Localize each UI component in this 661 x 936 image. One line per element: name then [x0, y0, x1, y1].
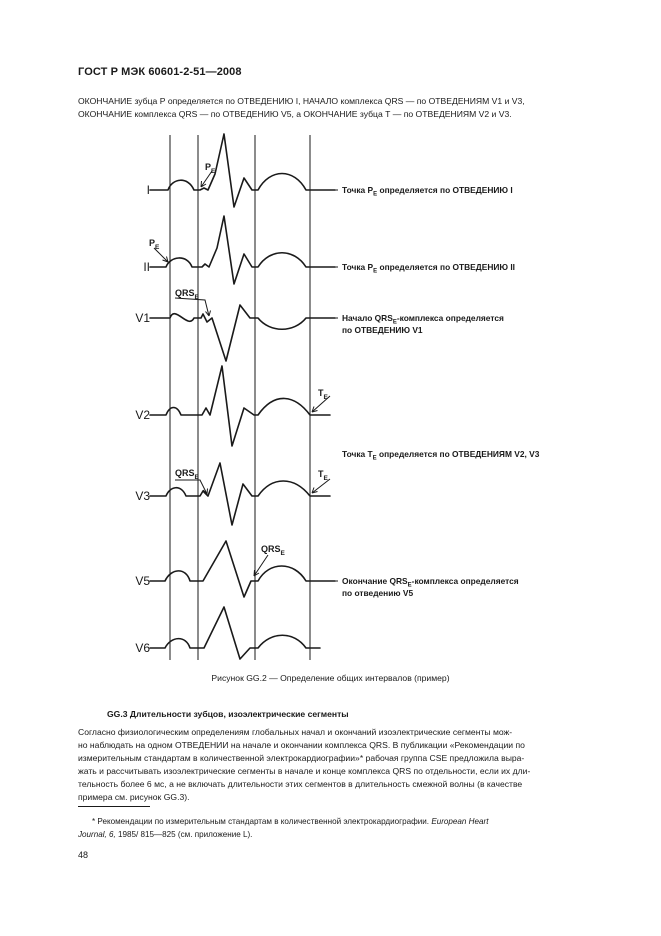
marker-label-te-lead-v3: $T_E$ [318, 469, 328, 482]
lead-label: V3 [135, 489, 150, 503]
body-line: измерительным стандартам в количественной электрокардиографии»* рабочая группа CSE предложила выра- [78, 753, 525, 763]
footnote-text: * Рекомендации по измерительным стандартам в количественной электрокардиографии. [92, 817, 432, 826]
footnote [78, 815, 612, 841]
note-lead-v5-line2: по отведению V5 [342, 588, 414, 598]
footnote-text: 1985/ 815—825 (см. приложение L). [115, 830, 253, 839]
marker-label-qrs-lead-v3: $QRS_E$ [175, 468, 199, 481]
marker-arrows [154, 171, 330, 576]
ecg-trace-lead-v1 [150, 305, 335, 361]
intro-line: ОКОНЧАНИЕ комплекса QRS — по ОТВЕДЕНИЮ V5, а ОКОНЧАНИЕ зубца Т — по ОТВЕДЕНИЯМ V2 и V3. [78, 109, 512, 119]
marker-label-pe-lead-ii: $P_E$ [149, 238, 160, 251]
figure-caption: Рисунок GG.2 — Определение общих интервалов (пример) [211, 673, 450, 683]
lead-label: I [146, 183, 150, 197]
body-line: но наблюдать на одном ОТВЕДЕНИИ на начале и окончании комплекса QRS. В публикации «Рекомендации по [78, 740, 525, 750]
document-header: ГОСТ Р МЭК 60601-2-51—2008 [78, 66, 242, 78]
body-line: примера см. рисунок GG.3). [78, 792, 190, 802]
note-lead-v1-line2: по ОТВЕДЕНИЮ V1 [342, 325, 423, 335]
footnote-line [78, 815, 612, 828]
marker-label-te-lead-v2: $T_E$ [318, 388, 328, 401]
note-leaders [310, 190, 338, 581]
marker-label-pe-lead-i: $P_E$ [205, 162, 216, 175]
note-lead-v5: Окончание $QRS_E$-комплекса определяется [342, 576, 519, 589]
arrow-qrs-lead-v1 [175, 298, 211, 316]
arrow-qrs-lead-v5 [254, 555, 268, 576]
lead-label: V6 [135, 641, 150, 655]
footnote-journal: Journal, 6, [78, 830, 116, 839]
body-line: жать и рассчитывать изоэлектрические сегменты в начале и конце комплекса QRS по отдельности, если их дли- [78, 766, 531, 776]
intro-line: ОКОНЧАНИЕ зубца Р определяется по ОТВЕДЕНИЮ I, НАЧАЛО комплекса QRS — по ОТВЕДЕНИЯМ V1 и V3, [78, 96, 525, 106]
lead-label: V1 [135, 311, 150, 325]
footnote-journal: European Heart [431, 817, 489, 826]
ecg-trace-lead-v6 [150, 607, 320, 659]
lead-label: V5 [135, 574, 150, 588]
page-number: 48 [78, 850, 89, 860]
ecg-trace-lead-ii [150, 216, 335, 284]
section-title: GG.3 Длительности зубцов, изоэлектрические сегменты [107, 709, 349, 719]
lead-label: II [143, 260, 150, 274]
ecg-trace-lead-v2 [150, 366, 330, 446]
body-paragraph [78, 726, 612, 804]
marker-label-qrs-lead-v1: $QRS_E$ [175, 288, 199, 301]
lead-label: V2 [135, 408, 150, 422]
body-line: Согласно физиологическим определениям глобальных начал и окончаний изоэлектрические сегменты мож- [78, 727, 513, 737]
ecg-trace-lead-i [150, 134, 335, 207]
marker-label-qrs-lead-v5: $QRS_E$ [261, 544, 285, 557]
note-lead-v2-v3: Точка $T_E$ определяется по ОТВЕДЕНИЯМ V2, V3 [342, 449, 540, 462]
footnote-divider [78, 806, 150, 807]
body-line: тельность более 6 мс, а не включать длительности этих сегментов в длительность смежной волны (в качестве [78, 779, 523, 789]
note-lead-i: Точка $P_E$ определяется по ОТВЕДЕНИЮ I [342, 185, 513, 198]
lead-labels [135, 183, 150, 655]
ecg-traces [150, 134, 335, 659]
note-lead-v1: Начало $QRS_E$-комплекса определяется [342, 313, 504, 326]
ecg-trace-lead-v5 [150, 541, 335, 597]
footnote-line [78, 828, 612, 841]
lead-notes [342, 185, 540, 598]
note-lead-ii: Точка $P_E$ определяется по ОТВЕДЕНИЮ II [342, 262, 516, 275]
